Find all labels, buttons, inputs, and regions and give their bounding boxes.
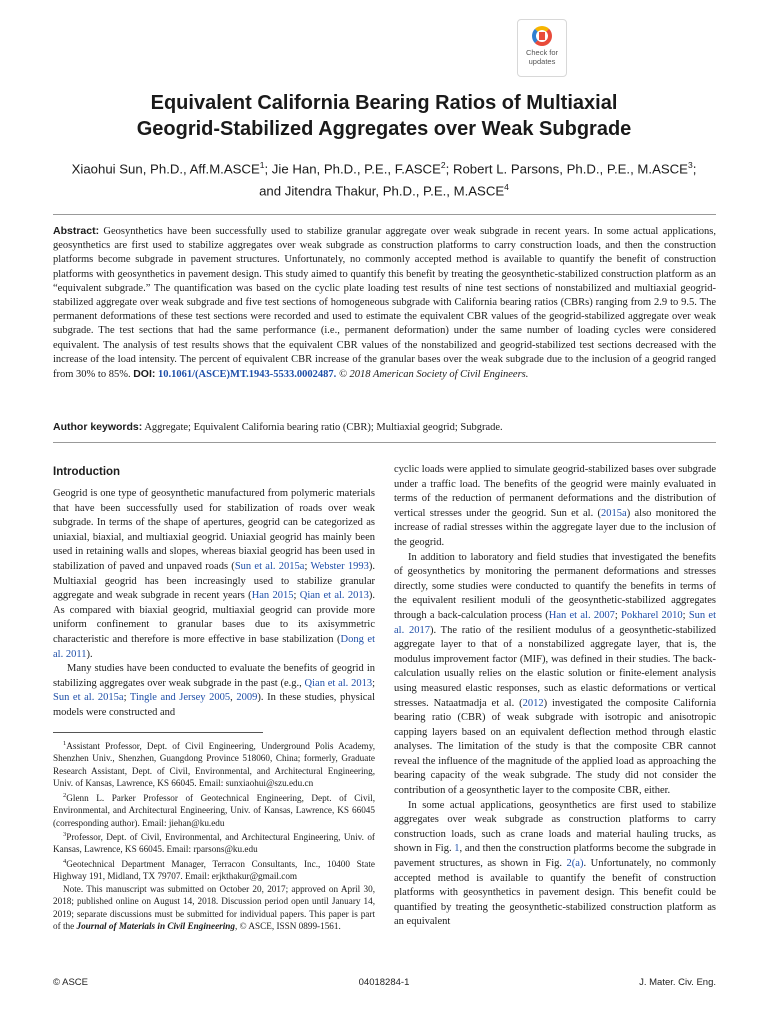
right-paragraph-3	[394, 799, 716, 930]
title-line2: Geogrid-Stabilized Aggregates over Weak Subgrade	[136, 118, 632, 140]
intro-paragraph-2: Many studies have been conducted to evaluate the benefits of geogrid in stabilizing aggregates over weak subgrade in the past (e.g., Qian et al. 2013; Sun et al. 2015a; Tingle and Jersey 2005, 2009). In these studies, physical models were constructed and	[53, 663, 375, 718]
author-separator: ;	[692, 161, 697, 177]
author-4-affil: 4	[504, 182, 509, 193]
title-line1: Equivalent California Bearing Ratios of Multiaxial	[150, 92, 618, 114]
figure-link[interactable]: 2(a)	[566, 858, 584, 870]
footnote-4	[53, 856, 375, 883]
citation-link[interactable]: Sun et al. 2015a	[53, 692, 124, 704]
citation-link[interactable]: Pokharel 2010	[621, 609, 683, 621]
right-paragraph-1	[394, 463, 716, 551]
author-2: ; Jie Han, Ph.D., P.E., F.ASCE	[264, 161, 441, 177]
footer-publisher: © ASCE	[53, 977, 88, 988]
text-run: In some actual applications, geosynthetics are first used to stabilize aggregates over weak subgrade as construction platforms to carry construction loads, such as crane loads and material hauling trucks, as shown in Fig.	[394, 799, 716, 855]
citation-link[interactable]: Sun et al. 2017	[394, 609, 716, 636]
footnote-text: Glenn L. Parker Professor of Geotechnical Engineering, Dept. of Civil, Environmental, and Architectural Engineering, Univ. of Kansas, Lawrence, KS 66045 (corresponding author). Email: jiehan@ku.edu	[53, 792, 375, 828]
text-run: , and then the construction platforms become the subgrade in pavement structures, as shown in Fig.	[394, 843, 717, 870]
footnote-marker: 3	[63, 830, 67, 838]
keywords-label: Author keywords:	[53, 421, 143, 433]
abstract	[53, 224, 716, 382]
text-run: . Unfortunately, no commonly accepted method is available to quantify the benefit of construction platforms with geosynthetics in pavement design. This benefit could be quantified by treating the geosynthetic-stabilized construction platform as an equivalent	[394, 858, 716, 928]
doi-link[interactable]: 10.1061/(ASCE)MT.1943-5533.0002487.	[158, 369, 337, 381]
abstract-bottom-rule	[53, 442, 716, 443]
citation-link[interactable]: Sun et al. 2015a	[234, 560, 305, 572]
text-run: ). As compared with biaxial geogrid, multiaxial geogrid can provide more uniform confinement to granular bases due to its axisymmetric characteristic and therefore is more effective in base stabilization (	[53, 590, 375, 645]
badge-line2: updates	[528, 56, 556, 66]
footnote-marker: 2	[63, 791, 67, 799]
citation-link[interactable]: Qian et al. 2013	[299, 590, 369, 602]
right-paragraph-2: In addition to laboratory and field studies that investigated the benefits of geosynthetics by monitoring the permanent deformations and stresses directly, some studies were conducted to quantify the benefits in terms of the equivalent resilient moduli of the geosynthetic-stabilized aggregates through a back-calculation process (Han et al. 2007; Pokharel 2010; Sun et al. 2017). The ratio of the resilient modulus of a geosynthetic-stabilized aggregate layer to that of a nonstabilized aggregate layer, that is, the modulus improvement factor (MIF), was defined in their studies. The back-calculation usually relies on the elastic solution or finite-element analysis using measured elastic responses, such as elastic deformations or vertical stresses. Nataatmadja et al. (2012) investigated the composite California bearing ratio (CBR) of weak subgrade with isotropic and anisotropic capping layers based on an equivalent deflection method through elastic analyses. The limitation of the study is that the composite CBR cannot reveal the influence of the magnitude of the applied load as approaching the bearing capacity of the weak subgrade. The study did not consider the contribution of a geosynthetic layer to the composite CBR, either.	[394, 551, 717, 797]
left-column	[53, 463, 375, 721]
citation-link[interactable]: Han 2015	[251, 590, 294, 602]
text-run: ). In these studies, physical models were constructed and	[53, 692, 375, 718]
footnote-2	[53, 790, 375, 829]
author-1-affil: 1	[259, 160, 265, 170]
citation-link[interactable]: 2009	[236, 692, 258, 704]
footnote-1	[53, 738, 375, 790]
note-text: Note. This manuscript was submitted on October 20, 2017; approved on April 30, 2018; published online on August 14, 2018. Discussion period open until January 14, 2019; separate discussions must be submitted for individual papers. This paper is part of the	[53, 883, 375, 931]
footnote-3	[53, 829, 375, 856]
author-3-affil: 3	[687, 160, 693, 170]
footer-page-id: 04018284-1	[358, 977, 410, 988]
text-run: ) also monitored the increase of radial stresses within the aggregate layer due to the inclusion of the geogrid.	[394, 507, 717, 548]
footnotes	[53, 738, 375, 932]
author-4: and Jitendra Thakur, Ph.D., P.E., M.ASCE	[259, 183, 505, 199]
footnote-text: Assistant Professor, Dept. of Civil Engineering, Underground Polis Academy, Shenzhen Univ., Shenzhen, Guangdong Province 518060, China; formerly, Graduate Research Assistant, Dept. of Civil, Environmental, and Architectural Engineering, Univ. of Kansas, Lawrence, KS 66045. Email: sunxiaohui@szu.edu.cn	[53, 741, 375, 789]
citation-link[interactable]: 2015a	[601, 507, 627, 519]
keywords-text: Aggregate; Equivalent California bearing ratio (CBR); Multiaxial geogrid; Subgrade.	[144, 422, 503, 433]
manuscript-note	[53, 883, 375, 933]
section-heading-introduction: Introduction	[53, 466, 121, 478]
text-run: Geogrid is one type of geosynthetic manufactured from polymeric materials that have been successfully used for stabilization of roads over weak subgrade. In terms of the shape of apertures, geogrid can be categorized as uniaxial, biaxial, and multiaxial geogrid. Uniaxial geogrid has mainly been used in retaining walls and slopes, whereas biaxial geogrid has been used in stabilization of paved and unpaved roads (	[53, 488, 375, 572]
abstract-label: Abstract:	[53, 225, 100, 237]
text-run: Many studies have been conducted to evaluate the benefits of geogrid in stabilizing aggregates over weak subgrade in the past (e.g.,	[53, 663, 375, 689]
text-run: In addition to laboratory and field studies that investigated the benefits of geosynthetics by monitoring the permanent deformations and stresses directly, some studies were conducted to quantify the benefits in terms of the equivalent resilient moduli of the geosynthetic-stabilized aggregates through a back-calculation process (	[394, 551, 716, 621]
journal-name: Journal of Materials in Civil Engineering	[76, 920, 236, 931]
citation-link[interactable]: Dong et al. 2011	[53, 633, 375, 660]
doi-label: DOI:	[133, 368, 156, 381]
author-2-affil: 2	[440, 160, 446, 170]
crossmark-icon	[532, 26, 552, 46]
right-column	[394, 463, 716, 930]
abstract-top-rule	[53, 214, 716, 215]
author-1: Xiaohui Sun, Ph.D., Aff.M.ASCE	[71, 161, 260, 177]
author-keywords	[53, 420, 716, 435]
footnote-text: Geotechnical Department Manager, Terracon Consultants, Inc., 10400 State Highway 191, Midland, TX 79707. Email: erjkthakur@gmail.com	[53, 858, 375, 882]
text-run: ).	[86, 648, 93, 660]
footnote-text: Professor, Dept. of Civil, Environmental, and Architectural Engineering, Univ. of Kansas, Lawrence, KS 66045. Email: rparsons@ku.edu	[53, 832, 375, 855]
intro-paragraph-1: Geogrid is one type of geosynthetic manufactured from polymeric materials that have been successfully used for stabilization of roads over weak subgrade. In terms of the shape of apertures, geogrid can be categorized as uniaxial, biaxial, and multiaxial geogrid. Uniaxial geogrid has mainly been used in retaining walls and slopes, whereas biaxial geogrid has been used in stabilization of paved and unpaved roads (Sun et al. 2015a; Webster 1993). Multiaxial geogrid has been increasingly used to stabilize granular aggregate and weak subgrade in recent years (Han 2015; Qian et al. 2013). As compared with biaxial geogrid, multiaxial geogrid can provide more uniform confinement to granular bases due to its axisymmetric characteristic and therefore is more effective in base stabilization (Dong et al. 2011).	[53, 488, 376, 660]
footer-journal: J. Mater. Civ. Eng.	[639, 977, 716, 988]
note-text-end: , © ASCE, ISSN 0899-1561.	[235, 920, 341, 931]
citation-link[interactable]: Han et al. 2007	[548, 609, 615, 621]
badge-text	[518, 49, 566, 66]
text-run: ). Multiaxial geogrid has been increasingly used to stabilize granular aggregate and weak subgrade in recent years (	[53, 560, 376, 602]
author-3: ; Robert L. Parsons, Ph.D., P.E., M.ASCE	[445, 161, 688, 177]
text-run: cyclic loads were applied to simulate geogrid-stabilized bases over subgrade under a traffic load. The benefits of the geogrid were mainly evaluated in terms of the reduction of permanent deformations and the distribution of vertical stresses under the geogrid. Sun et al. (	[394, 464, 716, 519]
badge-line1: Check for	[525, 48, 559, 57]
citation-link[interactable]: 2012	[522, 697, 544, 709]
author-list	[40, 156, 728, 201]
article-title	[40, 90, 728, 142]
abstract-text: Geosynthetics have been successfully used to stabilize granular aggregate over weak subgrade in recent years. In some actual applications, geosynthetics are first used to stabilize aggregates over weak subgrade as construction platforms to carry construction loads, and then the construction platforms become subgrade in pavement structures. Unfortunately, no commonly accepted method is available to quantify the benefit of construction platforms with geosynthetics in pavement design. This study aimed to quantify this benefit by treating the geosynthetic-stabilized construction platform as an “equivalent subgrade.” The quantification was based on the cyclic plate loading test results of nine test sections of nonstabilized and multiaxial geogrid-stabilized aggregate over weak subgrade and five test sections of homogeneous subgrade with California bearing ratios (CBRs) ranging from 2.9 to 9.5. The permanent deformations of these test sections were recorded and used to estimate the equivalent CBR values of the geogrid-stabilized aggregate over weak subgrade. The test sections that had the same performance (i.e., permanent deformation) under the same number of loading cycles were considered equivalent. The analysis of test results shows that the equivalent CBR values of the nonstabilized and geogrid-stabilized test sections decreased with the increase of the load intensity. The percent of equivalent CBR increase of the granular bases over the weak subgrade due to the inclusion of a geogrid ranged from 30% to 85%.	[53, 226, 716, 381]
footnote-marker: 4	[63, 857, 67, 865]
text-run: ). The ratio of the resilient modulus of a geosynthetic-stabilized aggregate layer to that of a nonstabilized aggregate layer, that is, the modulus improvement factor (MIF), was defined in their studies. The back-calculation usually relies on the elastic solution or finite-element analysis using measured elastic responses, such as elastic deformations or vertical stresses. Nataatmadja et al. (	[394, 624, 717, 709]
footnote-marker: 1	[63, 740, 67, 747]
check-for-updates-badge[interactable]	[517, 19, 567, 77]
citation-link[interactable]: Qian et al. 2013	[304, 677, 373, 689]
text-run: ) investigated the composite California bearing ratio (CBR) of weak subgrade with isotropic and anisotropic capping layers based on an equivalent deflection method through elastic analyses. The limitation of the study is that the composite CBR cannot reveal the influence of the magnitude of the applied load as approaching the bearing capacity of the weak subgrade. The study did not consider the contribution of a geosynthetic layer to the composite CBR, either.	[394, 697, 716, 797]
footnote-rule	[53, 732, 263, 733]
citation-link[interactable]: Webster 1993	[310, 560, 369, 572]
citation-link[interactable]: Tingle and Jersey 2005	[129, 692, 231, 704]
figure-link[interactable]: 1	[454, 843, 460, 855]
copyright: © 2018 American Society of Civil Engineers.	[338, 369, 529, 381]
